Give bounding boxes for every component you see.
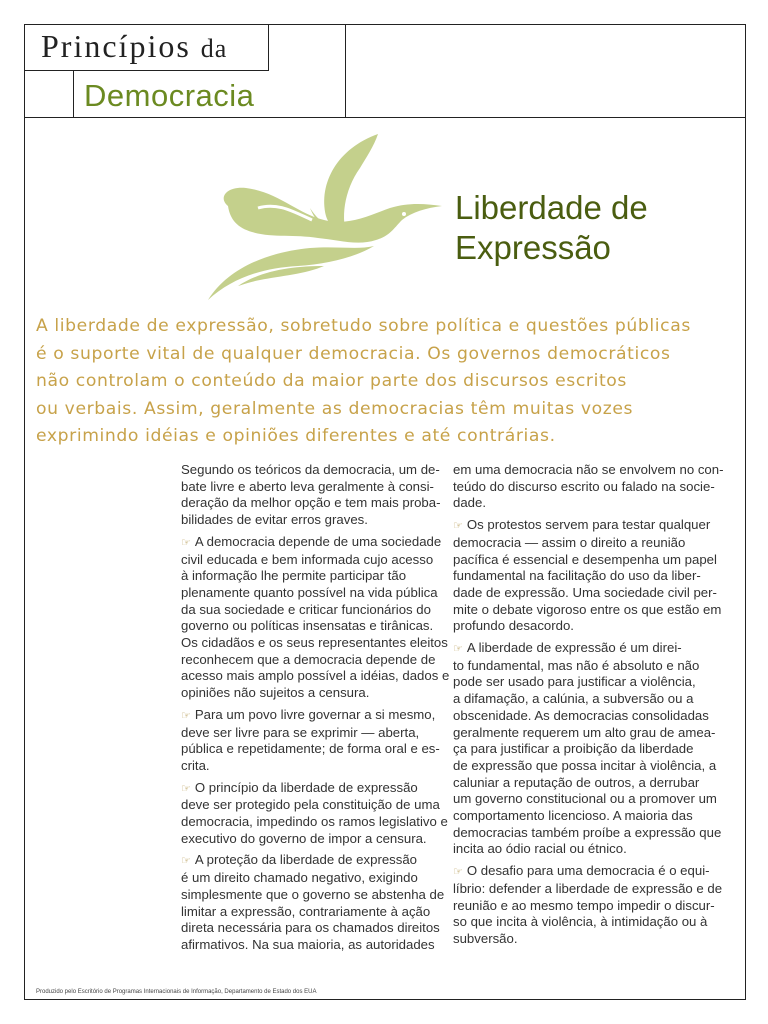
article-title-line2: Expressão [455, 229, 611, 266]
body-line: deve ser protegido pela constituição de uma [181, 797, 440, 813]
body-line: executivo do governo de impor a censura. [181, 830, 427, 846]
body-line: democracia, impedindo os ramos legislativo e [181, 814, 448, 830]
body-line: democracias também proíbe a expressão que [453, 824, 722, 840]
body-line: a difamação, a calúnia, a subversão ou a [453, 691, 694, 707]
body-line: democracia — assim o direito a reunião [453, 534, 686, 550]
body-line: mite o debate vigoroso entre os que estão em [453, 601, 722, 617]
body-line: pode ser usado para justificar a violência, [453, 674, 696, 690]
lead-line: ou verbais. Assim, geralmente as democracias têm muitas vozes [36, 398, 634, 419]
body-paragraph [453, 517, 722, 635]
article-title [455, 188, 648, 268]
lead-line: é o suporte vital de qualquer democracia. Os governos democráticos [36, 343, 671, 364]
body-line: teúdo do discurso escrito ou falado na socie- [453, 478, 715, 494]
body-line: um governo constitucional ou a promover um [453, 791, 717, 807]
series-title-small: da [200, 34, 228, 63]
header-divider-v3 [73, 70, 74, 118]
body-paragraph [453, 462, 724, 512]
pointing-hand-icon: ☞ [453, 643, 463, 656]
body-line: à informação lhe permite participar tão [181, 568, 407, 584]
pointing-hand-icon: ☞ [453, 520, 463, 533]
body-line: da sua sociedade e criticar funcionários do [181, 601, 431, 617]
lead-line: não controlam o conteúdo da maior parte dos discursos escritos [36, 371, 627, 391]
body-line: ☞ O desafio para uma democracia é o equi- [453, 863, 715, 881]
footer-credit: Produzido pelo Escritório de Programas Internacionais de Informação, Departamento de Estado dos EUA [36, 989, 317, 995]
body-line: dade. [453, 495, 487, 511]
series-subtitle: Democracia [84, 78, 255, 113]
lead-line: A liberdade de expressão, sobretudo sobre política e questões públicas [36, 316, 691, 336]
body-line: pública e repetidamente; de forma oral e es- [181, 741, 440, 757]
body-line: comportamento licencioso. A maioria das [453, 808, 693, 824]
body-line: acesso mais amplo possível a idéias, dados e [181, 668, 450, 684]
body-line: geralmente requerem um alto grau de amea- [453, 724, 716, 740]
header-divider-top-cell [24, 70, 269, 71]
pointing-hand-icon: ☞ [181, 709, 191, 722]
body-paragraph [181, 852, 443, 953]
body-paragraph [181, 707, 443, 775]
body-line: reunião e ao mesmo tempo impedir o discur- [453, 897, 715, 913]
body-paragraph [181, 462, 443, 529]
body-line: de expressão que possa incitar à violência, a [453, 757, 717, 773]
body-line: to fundamental, mas não é absoluto e não [453, 657, 700, 673]
body-line: Os cidadãos e os seus representantes eleitos [181, 635, 448, 651]
body-paragraph [453, 640, 722, 858]
body-line: em uma democracia não se envolvem no con- [453, 462, 724, 477]
dove-icon [198, 128, 448, 308]
body-line: ☞ A proteção da liberdade de expressão [181, 852, 443, 870]
body-line: plenamente quanto possível na vida pública [181, 584, 438, 600]
body-line: ça para justificar a proibição da liberdade [453, 741, 694, 757]
pointing-hand-icon: ☞ [453, 866, 463, 879]
body-line: obscenidade. As democracias consolidadas [453, 707, 709, 723]
body-line: ☞ O princípio da liberdade de expressão [181, 780, 443, 798]
body-line: governo ou políticas insensatas e tirânicas. [181, 618, 434, 634]
body-line: pacífica é essencial e desempenha um papel [453, 551, 717, 567]
series-title-main: Princípios [41, 28, 191, 64]
body-line: profundo desacordo. [453, 618, 574, 634]
body-line: deração da melhor opção e tem mais proba- [181, 495, 441, 511]
body-line: bate livre e aberto leva geralmente à consi- [181, 478, 434, 494]
body-line: direta necessária para os chamados direitos [181, 920, 440, 936]
lead-paragraph [36, 313, 716, 451]
pointing-hand-icon: ☞ [181, 855, 191, 868]
body-line: deve ser livre para se exprimir — aberta, [181, 724, 420, 740]
body-line: opiniões não sujeitos a censura. [181, 685, 370, 701]
body-line: subversão. [453, 930, 518, 946]
body-column-right [453, 462, 724, 953]
header-divider-v2 [345, 24, 346, 118]
body-column-left [181, 462, 450, 959]
body-line: simplesmente que o governo se abstenha de [181, 886, 445, 902]
body-line: Segundo os teóricos da democracia, um de- [181, 462, 440, 477]
body-paragraph [453, 863, 723, 948]
lead-line: exprimindo idéias e opiniões diferentes e até contrárias. [36, 426, 556, 446]
body-line: civil educada e bem informada cujo acesso [181, 551, 434, 567]
body-line: afirmativos. Na sua maioria, as autoridades [181, 936, 435, 952]
body-line: ☞ A democracia depende de uma sociedade [181, 534, 443, 552]
article-title-line1: Liberdade de [455, 189, 648, 226]
body-paragraph [181, 533, 450, 702]
body-line: incita ao ódio racial ou étnico. [453, 841, 627, 857]
body-line: líbrio: defender a liberdade de expressão e de [453, 880, 723, 896]
body-line: ☞ Os protestos servem para testar qualquer [453, 517, 715, 535]
body-line: é um direito chamado negativo, exigindo [181, 870, 418, 886]
body-line: limitar a expressão, contrariamente à ação [181, 903, 431, 919]
body-paragraph [181, 779, 448, 848]
body-line: reconhecem que a democracia depende de [181, 651, 436, 667]
body-line: dade de expressão. Uma sociedade civil per- [453, 584, 717, 600]
body-line: fundamental na facilitação do uso da liber- [453, 568, 701, 584]
body-line: ☞ Para um povo livre governar a si mesmo, [181, 707, 443, 725]
body-line: ☞ A liberdade de expressão é um direi- [453, 640, 715, 658]
header-divider-bottom [24, 117, 746, 118]
body-line: caluniar a reputação de outros, a derrubar [453, 774, 700, 790]
pointing-hand-icon: ☞ [181, 536, 191, 549]
body-line: crita. [181, 757, 210, 773]
series-title [41, 26, 227, 69]
body-line: so que incita à violência, à intimidação ou à [453, 914, 708, 930]
pointing-hand-icon: ☞ [181, 782, 191, 795]
body-line: bilidades de evitar erros graves. [181, 512, 368, 528]
header-divider-v1 [268, 24, 269, 71]
